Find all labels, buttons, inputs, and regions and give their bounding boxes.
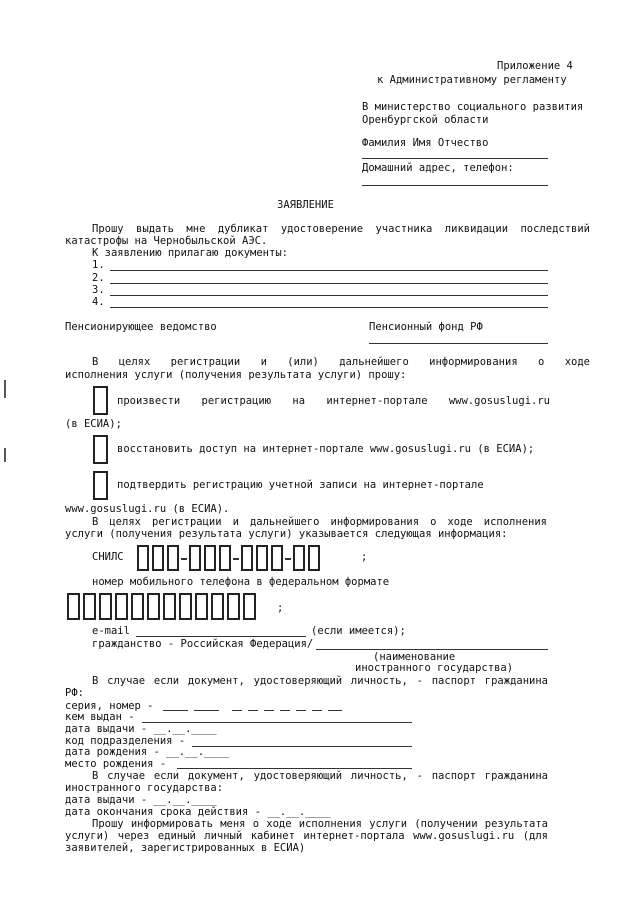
snils-digit-box[interactable] (293, 545, 305, 571)
snils-semicolon: ; (361, 551, 368, 563)
number-input[interactable] (328, 710, 342, 711)
foreign-hint2: иностранного государства) (355, 662, 514, 674)
birth-place-input[interactable] (177, 768, 412, 769)
email-label: e-mail (92, 625, 130, 637)
phone-digit-box[interactable] (243, 593, 256, 620)
birth-place-label: место рождения - (65, 758, 167, 770)
pension-fund-label: Пенсионный фонд РФ (369, 321, 483, 333)
snils-digit-box[interactable] (308, 545, 320, 571)
notify-line3: заявителей, зарегистрированных в ЕСИА) (65, 842, 306, 854)
division-code-label: код подразделения - (65, 735, 186, 747)
addressee-line1: В министерство социального развития (362, 101, 584, 113)
passport-rf-intro2: РФ: (65, 687, 84, 699)
snils-digit-box[interactable] (241, 545, 253, 571)
citizenship-input[interactable] (316, 649, 548, 650)
scan-mark (4, 380, 6, 398)
issued-by-label: кем выдан - (65, 711, 135, 723)
attachment-line[interactable] (110, 270, 548, 271)
confirm-account-cont: www.gosuslugi.ru (в ЕСИА). (65, 503, 230, 515)
scan-mark (4, 448, 6, 462)
email-note: (если имеется); (311, 625, 406, 637)
attachment-number: 1. (92, 259, 105, 271)
number-input[interactable] (232, 710, 242, 711)
address-label: Домашний адрес, телефон: (362, 162, 514, 174)
number-input[interactable] (248, 710, 258, 711)
phone-digit-box[interactable] (179, 593, 192, 620)
number-input[interactable] (312, 710, 322, 711)
request-line2: катастрофы на Чернобыльской АЭС. (65, 235, 268, 247)
phone-digit-box[interactable] (131, 593, 144, 620)
foreign-hint1: (наименование (373, 651, 456, 663)
email-input[interactable] (136, 636, 306, 637)
snils-dash (233, 558, 239, 560)
attachment-line[interactable] (110, 295, 548, 296)
attachment-number: 3. (92, 284, 105, 296)
registration-intro1: В целях регистрации и (или) дальнейшего информирования о ходе (92, 356, 590, 368)
fio-label: Фамилия Имя Отчество (362, 137, 489, 149)
register-checkbox[interactable] (93, 386, 108, 415)
passport-foreign-intro1: В случае если документ, удостоверяющий личность, - паспорт гражданина (92, 770, 548, 782)
foreign-expiry-date-field[interactable]: дата окончания срока действия - __.__.____ (65, 806, 331, 818)
fio-line[interactable] (362, 158, 548, 159)
snils-digit-box[interactable] (271, 545, 283, 571)
attachment-number: 4. (92, 296, 105, 308)
pension-dept-label: Пенсионирующее ведомство (65, 321, 217, 333)
phone-digit-box[interactable] (163, 593, 176, 620)
series-label: серия, номер - (65, 700, 154, 712)
attachment-number: 2. (92, 272, 105, 284)
snils-digit-box[interactable] (219, 545, 231, 571)
regulation-ref: к Административному регламенту (377, 74, 567, 86)
number-input[interactable] (264, 710, 274, 711)
addressee-line2: Оренбургской области (362, 114, 489, 126)
address-line[interactable] (362, 185, 548, 186)
phone-semicolon: ; (277, 602, 284, 614)
phone-digit-box[interactable] (211, 593, 224, 620)
snils-label: СНИЛС (92, 551, 124, 563)
number-input[interactable] (280, 710, 290, 711)
series-input[interactable] (194, 710, 219, 711)
phone-label: номер мобильного телефона в федеральном формате (92, 576, 390, 588)
register-option-cont: (в ЕСИА); (65, 418, 122, 430)
snils-digit-box[interactable] (189, 545, 201, 571)
number-input[interactable] (296, 710, 306, 711)
info-line2: услуги (получения результата услуги) указывается следующая информация: (65, 528, 508, 540)
phone-digit-box[interactable] (115, 593, 128, 620)
snils-dash (181, 558, 187, 560)
phone-digit-box[interactable] (83, 593, 96, 620)
appendix-number: Приложение 4 (497, 60, 573, 72)
snils-digit-box[interactable] (256, 545, 268, 571)
document-title: ЗАЯВЛЕНИЕ (277, 199, 334, 211)
notify-line2: услуги) через единый личный кабинет интернет-портала www.gosuslugi.ru (для (65, 830, 548, 842)
birth-date-field[interactable]: дата рождения - __.__.____ (65, 746, 230, 758)
snils-dash (285, 558, 291, 560)
snils-digit-box[interactable] (152, 545, 164, 571)
pension-fund-line[interactable] (369, 343, 548, 344)
attachment-line[interactable] (110, 283, 548, 284)
notify-line1: Прошу информировать меня о ходе исполнения услуги (получении результата (92, 818, 548, 830)
phone-digit-box[interactable] (227, 593, 240, 620)
attach-label: К заявлению прилагаю документы: (92, 247, 288, 259)
passport-rf-intro1: В случае если документ, удостоверяющий личность, - паспорт гражданина (92, 675, 548, 687)
phone-digit-box[interactable] (195, 593, 208, 620)
phone-digit-box[interactable] (99, 593, 112, 620)
phone-digit-box[interactable] (67, 593, 80, 620)
issue-date-field[interactable]: дата выдачи - __.__.____ (65, 723, 217, 735)
restore-access-label: восстановить доступ на интернет-портале www.gosuslugi.ru (в ЕСИА); (117, 443, 535, 455)
passport-foreign-intro2: иностранного государства: (65, 782, 224, 794)
snils-digit-box[interactable] (167, 545, 179, 571)
confirm-account-checkbox[interactable] (93, 471, 108, 500)
foreign-issue-date-field[interactable]: дата выдачи - __.__.____ (65, 794, 217, 806)
attachment-line[interactable] (110, 307, 548, 308)
registration-intro2: исполнения услуги (получения результата услуги) прошу: (65, 369, 407, 381)
phone-digit-box[interactable] (147, 593, 160, 620)
snils-digit-box[interactable] (137, 545, 149, 571)
info-line1: В целях регистрации и дальнейшего информирования о ходе исполнения (92, 516, 547, 528)
restore-access-checkbox[interactable] (93, 435, 108, 464)
register-option-label: произвести регистрацию на интернет-портале www.gosuslugi.ru (117, 395, 550, 407)
citizenship-label: гражданство - Российская Федерация/ (92, 638, 314, 650)
snils-digit-box[interactable] (204, 545, 216, 571)
confirm-account-label: подтвердить регистрацию учетной записи на интернет-портале (117, 479, 484, 491)
series-input[interactable] (163, 710, 188, 711)
request-line1: Прошу выдать мне дубликат удостоверение участника ликвидации последствий (92, 223, 590, 235)
